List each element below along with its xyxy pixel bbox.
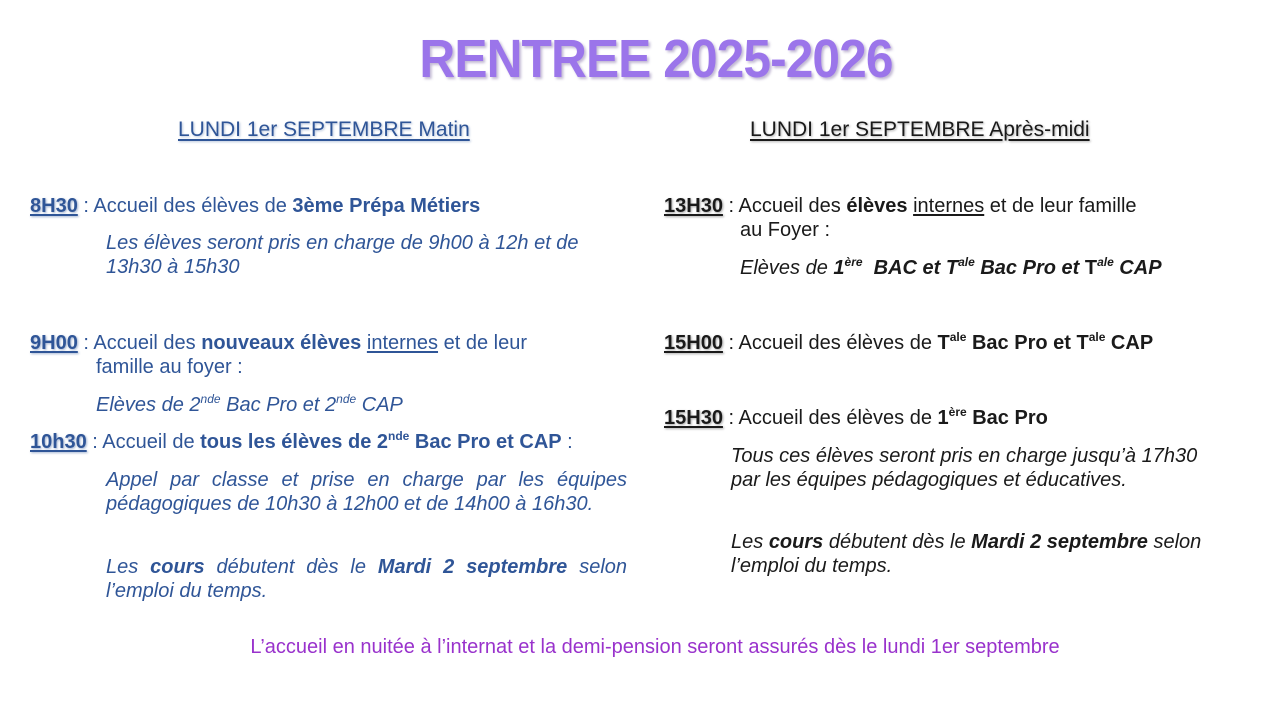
entry-strong: nouveaux élèves	[201, 332, 367, 354]
strong-part: CAP	[1105, 332, 1154, 354]
note-text: Les élèves seront pris en charge de 9h00 à 12h et de 13h30 à 15h30	[106, 232, 579, 278]
entry-text: : Accueil de	[86, 431, 201, 453]
superscript: ère	[844, 255, 863, 269]
right-entry-15h00	[664, 331, 1254, 355]
strong-part: 1	[937, 407, 949, 429]
page-title: RENTREE 2025-2026	[419, 29, 893, 89]
classes-text	[96, 394, 403, 416]
left-entry-9h00-classes	[96, 393, 616, 417]
entry-text: et de leur famille	[984, 195, 1137, 217]
note-text: Tous ces élèves seront pris en charge jusqu’à 17h30 par les équipes pédagogiques et éducatives.	[731, 445, 1198, 491]
time-label: 10h30	[30, 431, 87, 453]
superscript: ale	[949, 330, 967, 344]
time-label: 8H30	[30, 195, 78, 217]
classes-part: T	[1084, 257, 1098, 279]
superscript: ère	[948, 405, 967, 419]
superscript: ale	[958, 255, 975, 269]
courses-text	[731, 531, 1201, 577]
strong-part: tous les élèves de 2	[200, 431, 389, 453]
superscript: ale	[1088, 330, 1106, 344]
left-entry-9h00-line2	[96, 355, 616, 379]
classes-part: Bac Pro et	[974, 257, 1085, 279]
strong-part: T	[937, 332, 950, 354]
classes-part: 1	[833, 257, 845, 279]
footer-note: L’accueil en nuitée à l’internat et la demi-pension seront assurés dès le lundi 1er septembre	[250, 636, 1060, 658]
left-entry-10h30	[30, 430, 640, 454]
time-label: 9H00	[30, 332, 78, 354]
courses-strong: cours	[768, 531, 824, 553]
time-label: 15H00	[664, 332, 723, 354]
entry-text: :	[561, 431, 573, 453]
time-label: 15H30	[664, 407, 723, 429]
classes-part: Elèves de	[740, 257, 834, 279]
left-column-heading: LUNDI 1er SEPTEMBRE Matin	[178, 118, 470, 141]
right-courses-note	[731, 530, 1211, 578]
classes-part: CAP	[1113, 257, 1162, 279]
classes-text	[740, 257, 1162, 279]
courses-part: Les	[731, 531, 769, 553]
courses-text	[106, 556, 627, 602]
entry-text: famille au foyer :	[96, 356, 243, 378]
entry-strong	[938, 332, 1154, 354]
left-entry-9h00	[30, 331, 630, 355]
right-column-heading: LUNDI 1er SEPTEMBRE Après-midi	[750, 118, 1090, 141]
right-entry-13h30-line2	[740, 218, 1240, 242]
entry-text: : Accueil des élèves de	[77, 195, 293, 217]
entry-text: et de leur	[438, 332, 527, 354]
classes-part: BAC et T	[862, 257, 959, 279]
right-entry-13h30	[664, 194, 1254, 218]
strong-part: Bac Pro	[966, 407, 1048, 429]
entry-strong: élèves	[846, 195, 914, 217]
entry-text: : Accueil des	[77, 332, 202, 354]
classes-part: Bac Pro et 2	[220, 394, 337, 416]
left-entry-10h30-note	[106, 468, 627, 516]
superscript: nde	[200, 392, 221, 406]
courses-part: selon l’emploi du temps.	[731, 531, 1202, 577]
classes-part: CAP	[356, 394, 403, 416]
courses-date: Mardi 2 septembre	[377, 556, 568, 578]
courses-date: Mardi 2 septembre	[971, 531, 1148, 553]
entry-strong	[938, 407, 1048, 429]
classes-part: Elèves de 2	[96, 394, 201, 416]
courses-part: selon l’emploi du temps.	[106, 556, 628, 602]
note-text: Appel par classe et prise en charge par les équipes pédagogiques de 10h30 à 12h00 et de 14h00 à 16h30.	[106, 469, 627, 515]
entry-strong: 3ème Prépa Métiers	[292, 195, 481, 217]
courses-strong: cours	[150, 556, 205, 578]
entry-strong	[200, 431, 562, 453]
entry-text: : Accueil des élèves de	[722, 332, 938, 354]
courses-part: débutent dès le	[204, 556, 378, 578]
entry-text: : Accueil des	[722, 195, 847, 217]
left-courses-note	[106, 555, 627, 603]
left-entry-8h30	[30, 194, 630, 218]
entry-underlined: internes	[366, 332, 439, 354]
strong-part: Bac Pro et T	[966, 332, 1089, 354]
courses-part: Les	[106, 556, 151, 578]
time-label: 13H30	[664, 195, 723, 217]
courses-part: débutent dès le	[823, 531, 972, 553]
superscript: ale	[1097, 255, 1114, 269]
strong-part: Bac Pro et CAP	[409, 431, 562, 453]
left-entry-8h30-note	[106, 231, 626, 279]
entry-underlined: internes	[913, 195, 985, 217]
right-entry-13h30-classes	[740, 256, 1260, 280]
entry-text: : Accueil des élèves de	[722, 407, 938, 429]
entry-text: au Foyer :	[740, 219, 831, 241]
superscript: nde	[336, 392, 357, 406]
right-entry-15h30-note	[731, 444, 1201, 492]
superscript: nde	[388, 429, 410, 443]
right-entry-15h30	[664, 406, 1254, 430]
